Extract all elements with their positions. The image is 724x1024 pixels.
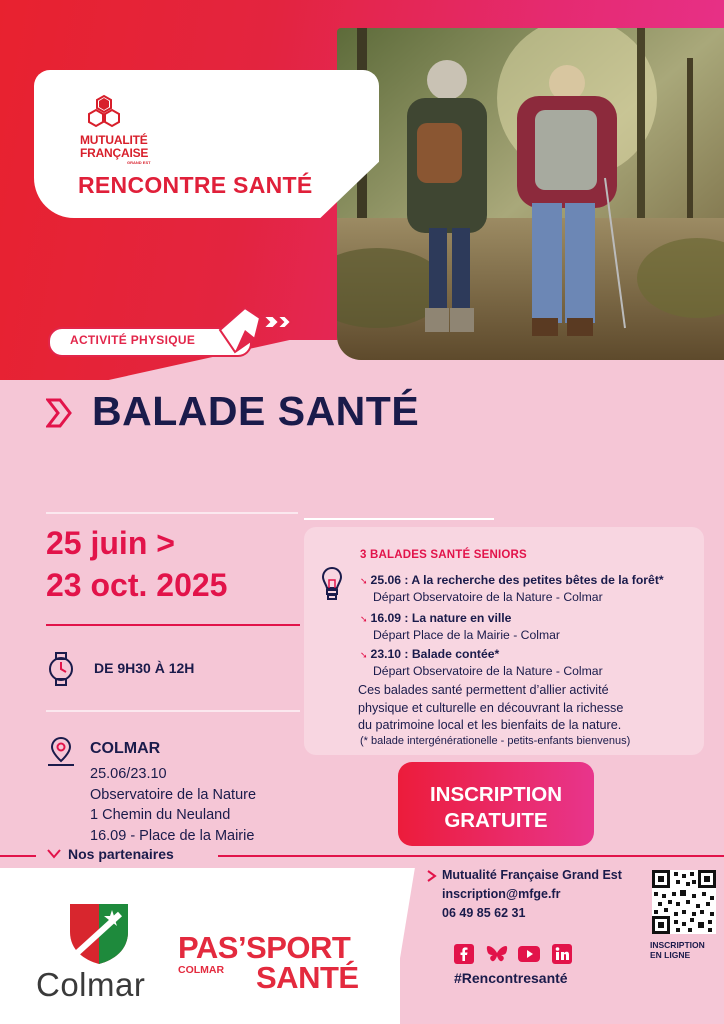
program-note: (* balade intergénérationelle - petits-enfants bienvenus) — [360, 735, 631, 747]
partners-label: Nos partenaires — [68, 846, 174, 862]
hours-divider — [46, 710, 300, 712]
event-item — [360, 572, 664, 605]
hashtag: #Rencontresanté — [454, 970, 568, 986]
brand-line2: FRANÇAISE — [80, 146, 149, 160]
dates-top-rule — [46, 512, 298, 514]
contact-chevron-icon — [426, 870, 438, 882]
qr-label-line1: INSCRIPTION — [650, 940, 705, 950]
event-title: 23.10 : Balade contée* — [370, 647, 500, 661]
location-line: Observatoire de la Nature — [90, 786, 257, 803]
title-chevron-icon — [46, 398, 82, 428]
event-title: 25.06 : A la recherche des petites bêtes de la forêt* — [370, 573, 664, 587]
passport-logo-bottom: SANTÉ — [256, 960, 359, 995]
watch-icon — [46, 652, 76, 686]
program-heading: 3 BALADES SANTÉ SENIORS — [360, 549, 527, 561]
walkers-photo — [337, 28, 724, 360]
description-line: physique et culturelle en découvrant la richesse — [358, 700, 624, 715]
contact-phone[interactable]: 06 49 85 62 31 — [442, 906, 526, 920]
contact-info — [442, 866, 622, 923]
youtube-icon[interactable] — [518, 946, 540, 962]
linkedin-icon[interactable] — [552, 944, 572, 964]
contact-email[interactable]: inscription@mfge.fr — [442, 887, 561, 901]
mutualite-logo-icon — [84, 94, 124, 134]
event-arrow-icon: ➘ — [360, 614, 368, 624]
registration-text — [398, 782, 594, 834]
qr-label — [650, 940, 705, 960]
lightbulb-icon — [320, 564, 344, 602]
location-details — [90, 764, 256, 846]
event-detail: Départ Observatoire de la Nature - Colmar — [373, 664, 603, 678]
hours: DE 9H30 À 12H — [94, 660, 195, 676]
location-city: COLMAR — [90, 740, 161, 757]
date-start: 25 juin > — [46, 525, 175, 561]
location-pin-icon — [46, 735, 76, 767]
event-item — [360, 646, 603, 679]
event-detail: Départ Observatoire de la Nature - Colmar — [373, 590, 603, 604]
passport-logo-top: PAS’SPORT — [178, 930, 351, 965]
description-line: du patrimoine local et les bienfaits de la nature. — [358, 718, 622, 732]
category-label: ACTIVITÉ PHYSIQUE — [70, 333, 196, 347]
brand-name — [80, 134, 151, 165]
location-line: 16.09 - Place de la Mairie — [90, 827, 255, 844]
event-item — [360, 610, 560, 643]
main-title: BALADE SANTÉ — [92, 388, 420, 434]
brand-line1: MUTUALITÉ — [80, 133, 148, 147]
event-arrow-icon: ➘ — [360, 650, 368, 660]
contact-org: Mutualité Française Grand Est — [442, 868, 622, 882]
facebook-icon[interactable] — [454, 944, 474, 964]
registration-line1: INSCRIPTION — [429, 783, 563, 806]
panel-top-rule — [304, 518, 494, 520]
date-range — [46, 522, 227, 606]
running-shoe-icon — [215, 300, 295, 360]
partners-chevron-icon — [46, 848, 62, 862]
date-end: 23 oct. 2025 — [46, 567, 228, 603]
registration-qr-code[interactable] — [652, 870, 716, 934]
colmar-logo-text: Colmar — [36, 966, 146, 1003]
registration-line2: GRATUITE — [444, 809, 548, 832]
brand-region: GRAND EST — [127, 160, 151, 165]
program-description — [358, 682, 623, 735]
passport-logo-city: COLMAR — [178, 964, 225, 976]
dates-divider — [46, 624, 300, 626]
description-line: Ces balades santé permettent d’allier activité — [358, 683, 609, 697]
partners-rule-left — [0, 855, 36, 857]
qr-label-line2: EN LIGNE — [650, 950, 691, 960]
partners-rule-right — [218, 855, 724, 857]
event-arrow-icon: ➘ — [360, 576, 368, 586]
event-detail: Départ Place de la Mairie - Colmar — [373, 628, 560, 642]
location-line: 25.06/23.10 — [90, 766, 167, 782]
event-series-title: RENCONTRE SANTÉ — [78, 172, 313, 198]
location-line: 1 Chemin du Neuland — [90, 807, 231, 823]
event-title: 16.09 : La nature en ville — [370, 611, 512, 625]
colmar-crest-icon — [68, 902, 130, 966]
bluesky-icon[interactable] — [486, 944, 508, 964]
